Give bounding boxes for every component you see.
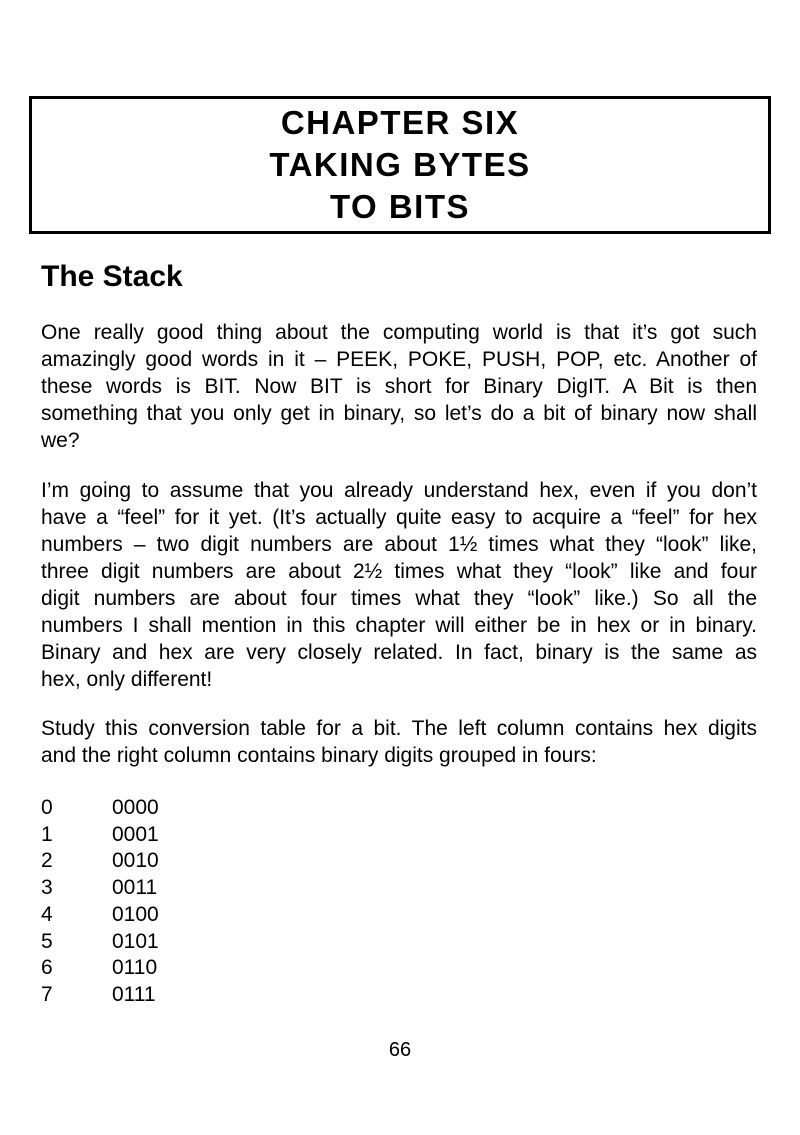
section-heading: The Stack xyxy=(41,260,183,293)
text-line: have a “feel” for it yet. (It’s actually quite easy to acquire a “feel” for hex xyxy=(41,506,757,529)
hex-digit-cell: 3 xyxy=(41,876,53,900)
text-line: Study this conversion table for a bit. The left column contains hex digits xyxy=(41,717,757,740)
text-line: something that you only get in binary, so let’s do a bit of binary now shall xyxy=(41,402,757,425)
hex-binary-conversion-table xyxy=(41,795,159,1009)
table-row xyxy=(41,929,159,956)
hex-digit-cell: 6 xyxy=(41,956,53,980)
text-line: these words is BIT. Now BIT is short for Binary DigIT. A Bit is then xyxy=(41,375,757,398)
table-row xyxy=(41,848,159,875)
table-row xyxy=(41,902,159,929)
text-line: digit numbers are about four times what they “look” like.) So all the xyxy=(41,587,757,610)
text-line: amazingly good words in it – PEEK, POKE, PUSH, POP, etc. Another of xyxy=(41,348,757,371)
binary-digits-cell: 0100 xyxy=(112,902,159,926)
text-line: Binary and hex are very closely related. In fact, binary is the same as xyxy=(41,641,757,664)
binary-digits-cell: 0110 xyxy=(112,956,158,980)
text-line: three digit numbers are about 2½ times what they “look” like and four xyxy=(41,560,757,583)
table-row xyxy=(41,982,159,1009)
hex-digit-cell: 1 xyxy=(41,822,53,846)
chapter-title-box xyxy=(29,96,771,234)
binary-digits-cell: 0010 xyxy=(112,849,159,873)
hex-digit-cell: 4 xyxy=(41,902,53,926)
text-line: I’m going to assume that you already understand hex, even if you don’t xyxy=(41,479,757,502)
binary-digits-cell: 0111 xyxy=(112,982,156,1006)
chapter-title-line-1: CHAPTER SIX xyxy=(280,104,520,141)
paragraph-2 xyxy=(41,477,757,693)
text-line: numbers – two digit numbers are about 1½ times what they “look” like, xyxy=(41,533,757,556)
binary-digits-cell: 0000 xyxy=(112,796,159,819)
text-line: One really good thing about the computing world is that it’s got such xyxy=(41,321,757,344)
binary-digits-cell: 0001 xyxy=(112,822,159,846)
binary-digits-cell: 0011 xyxy=(112,876,158,900)
hex-digit-cell: 5 xyxy=(41,929,53,953)
table-row xyxy=(41,795,159,822)
text-line: and the right column contains binary digits grouped in fours: xyxy=(41,744,597,767)
paragraph-1 xyxy=(41,319,757,454)
paragraph-3 xyxy=(41,715,757,769)
hex-digit-cell: 0 xyxy=(41,796,53,819)
chapter-title-line-2: TAKING BYTES xyxy=(269,146,531,183)
page-number: 66 xyxy=(388,1039,412,1061)
text-line: numbers I shall mention in this chapter will either be in hex or in binary. xyxy=(41,614,757,637)
hex-digit-cell: 7 xyxy=(41,982,53,1006)
text-line: we? xyxy=(41,429,80,452)
chapter-title-line-3: TO BITS xyxy=(329,188,471,225)
text-line: hex, only different! xyxy=(41,668,213,691)
table-row xyxy=(41,822,159,849)
table-row xyxy=(41,955,159,982)
binary-digits-cell: 0101 xyxy=(112,929,159,953)
hex-digit-cell: 2 xyxy=(41,849,53,873)
table-row xyxy=(41,875,159,902)
